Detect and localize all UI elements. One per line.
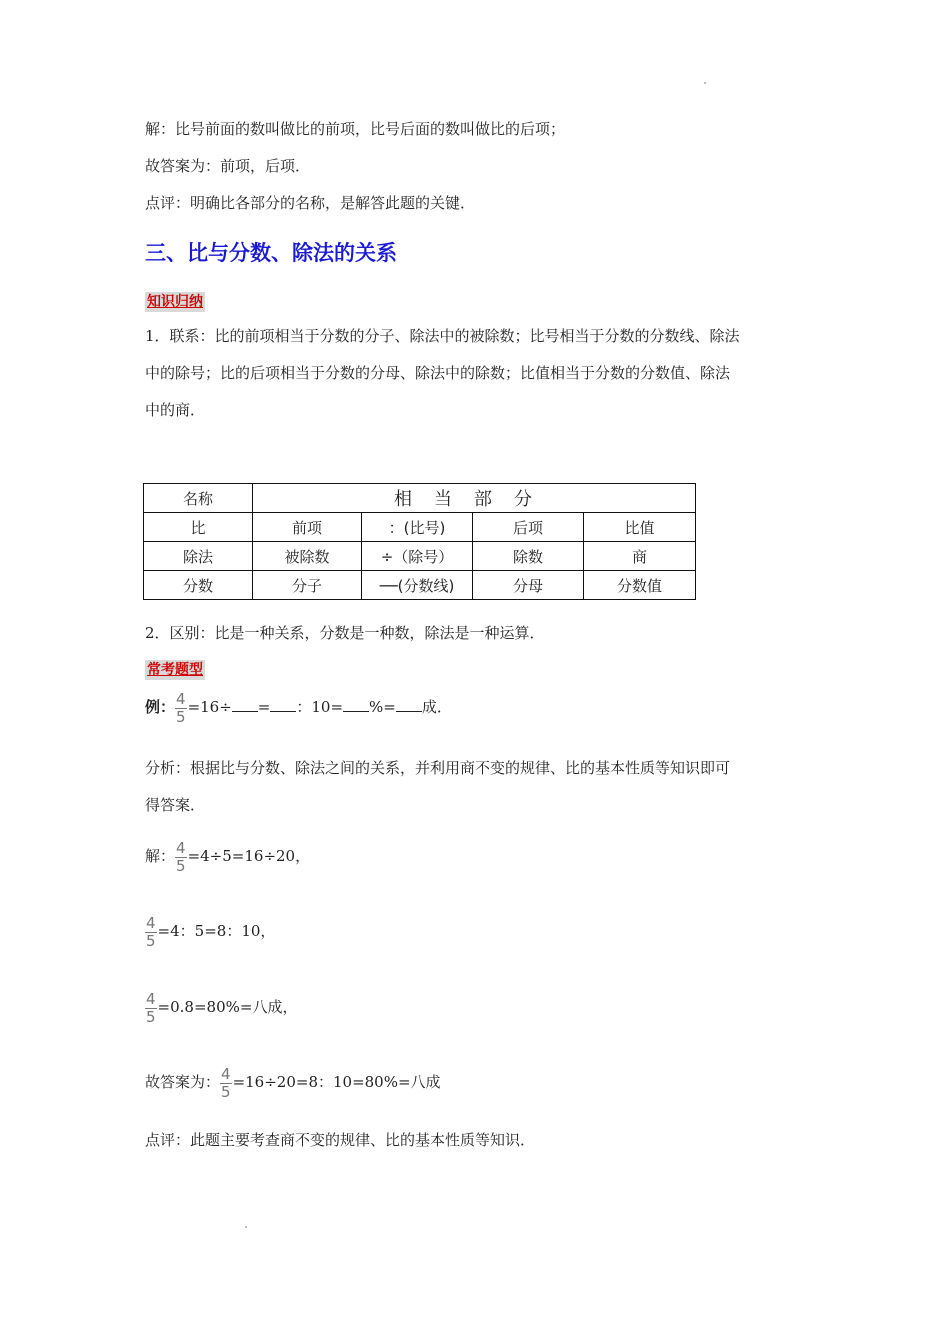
answer-blank (343, 697, 369, 712)
table-header-row (144, 484, 696, 513)
table-cell: 分数 (144, 571, 253, 600)
solution-line-2 (145, 913, 275, 950)
table-cell: 商 (584, 542, 696, 571)
fraction-denominator: 5 (146, 1007, 156, 1026)
table-cell: 前项 (253, 513, 362, 542)
fraction-numerator: 4 (221, 1064, 231, 1083)
table-row (144, 571, 696, 600)
fraction-numerator: 4 (176, 838, 186, 857)
table-cell: ──(分数线) (362, 571, 473, 600)
analysis-line: 得答案． (145, 796, 206, 814)
knowledge-tag: 知识归纳 (147, 294, 203, 310)
table-cell: 后项 (473, 513, 584, 542)
fraction (145, 991, 157, 1026)
table-cell: 比值 (584, 513, 696, 542)
final-answer-text: =16÷20=8：10=80%=八成 (232, 1073, 441, 1091)
example-text: %= (369, 698, 396, 716)
answer-blank (232, 697, 258, 712)
example-text: =16÷ (187, 698, 232, 716)
table-cell: 除数 (473, 542, 584, 571)
fraction-denominator: 5 (146, 931, 156, 950)
table-cell: 比 (144, 513, 253, 542)
final-answer (145, 1064, 441, 1101)
example-label: 例： (145, 698, 176, 716)
table-cell: ÷（除号） (362, 542, 473, 571)
table-cell: 除法 (144, 542, 253, 571)
solution-line-3 (145, 989, 297, 1026)
section-title: 三、比与分数、除法的关系 (145, 241, 397, 265)
table-cell: 被除数 (253, 542, 362, 571)
example-text: = (257, 698, 271, 716)
fraction-denominator: 5 (221, 1082, 231, 1101)
solution-text: =4÷5=16÷20， (187, 847, 311, 865)
point2: 2．区别：比是一种关系，分数是一种数，除法是一种运算． (145, 624, 545, 642)
page-mark (245, 1226, 247, 1228)
prev-comment: 点评：明确比各部分的名称，是解答此题的关键． (145, 194, 476, 212)
example-line (145, 689, 452, 726)
table-cell: 分子 (253, 571, 362, 600)
fraction (175, 691, 187, 726)
analysis-line: 分析：根据比与分数、除法之间的关系，并利用商不变的规律、比的基本性质等知识即可 (145, 759, 731, 777)
solution-prefix: 解： (145, 847, 176, 865)
table-cell: ：(比号) (362, 513, 473, 542)
point1-line: 1．联系：比的前项相当于分数的分子、除法中的被除数；比号相当于分数的分数线、除法 (145, 327, 740, 345)
exam-tag: 常考题型 (147, 662, 203, 678)
fraction (145, 915, 157, 950)
fraction-numerator: 4 (146, 913, 156, 932)
table-cell: 分数值 (584, 571, 696, 600)
fraction-numerator: 4 (146, 989, 156, 1008)
fraction-numerator: 4 (176, 689, 186, 708)
answer-blank (270, 697, 296, 712)
page-mark (704, 82, 706, 84)
point1-line: 中的商． (145, 401, 206, 419)
fraction-denominator: 5 (176, 707, 186, 726)
table-header-part (253, 484, 696, 513)
final-comment: 点评：此题主要考查商不变的规律、比的基本性质等知识． (145, 1131, 536, 1149)
fraction (175, 840, 187, 875)
solution-text: =4：5=8：10， (157, 922, 276, 940)
fraction-denominator: 5 (176, 856, 186, 875)
table-header-name: 名称 (144, 484, 253, 513)
solution-line-1 (145, 838, 310, 875)
fraction (220, 1066, 232, 1101)
relation-table (143, 483, 696, 600)
prev-solution: 解：比号前面的数叫做比的前项，比号后面的数叫做比的后项； (145, 120, 566, 138)
example-text: 成． (421, 698, 452, 716)
table-header-part-label: 相当部分 (394, 489, 554, 510)
table-row (144, 542, 696, 571)
answer-blank (396, 697, 422, 712)
table-row (144, 513, 696, 542)
point1-line: 中的除号；比的后项相当于分数的分母、除法中的除数；比值相当于分数的分数值、除法 (145, 364, 731, 382)
example-text: ：10= (296, 698, 344, 716)
prev-answer: 故答案为：前项，后项． (145, 157, 311, 175)
table-cell: 分母 (473, 571, 584, 600)
solution-text: =0.8=80%=八成， (157, 998, 298, 1016)
final-answer-prefix: 故答案为： (145, 1073, 221, 1091)
